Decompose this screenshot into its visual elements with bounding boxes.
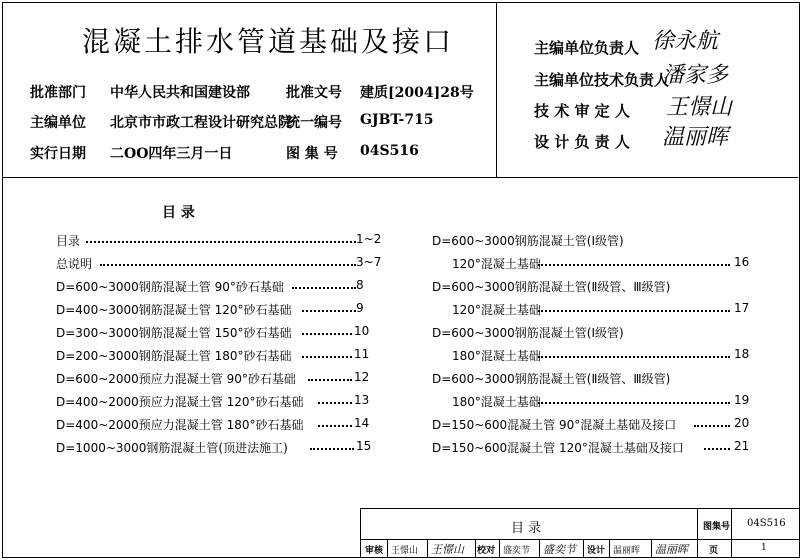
info-label: 批准部门 xyxy=(30,85,86,101)
tb-divider xyxy=(651,539,652,557)
tb-set-label: 图集号 xyxy=(703,522,731,532)
toc-leader xyxy=(302,356,352,358)
toc-leader xyxy=(318,425,352,427)
toc-page-number: 13 xyxy=(354,393,370,407)
toc-entry[interactable] xyxy=(56,301,292,318)
header-divider xyxy=(496,2,497,177)
toc-page-number: 10 xyxy=(354,324,370,338)
tb-design-name: 温丽晖 xyxy=(613,546,641,556)
tb-check-name: 盛奕节 xyxy=(503,546,531,556)
toc-page-number: 8 xyxy=(356,278,364,292)
toc-page-number: 3~7 xyxy=(356,255,382,269)
info-value: 北京市市政工程设计研究总院 xyxy=(110,115,292,131)
resp-role: 主编单位技术负责人 xyxy=(534,71,670,89)
toc-leader xyxy=(538,264,730,266)
toc-entry-heading: D=600~3000钢筋混凝土管(Ⅱ级管、Ⅲ级管) xyxy=(432,372,671,386)
toc-left-column xyxy=(56,232,386,462)
info-label: 批准文号 xyxy=(286,85,342,101)
toc-page-number: 21 xyxy=(734,439,750,453)
toc-page-number: 18 xyxy=(734,347,750,361)
toc-entry-heading: D=600~3000钢筋混凝土管(Ⅰ级管) xyxy=(432,234,624,248)
toc-entry[interactable] xyxy=(56,232,80,249)
toc-entry[interactable] xyxy=(452,347,541,364)
toc-entry-text: 180°混凝土基础 xyxy=(452,395,541,409)
toc-page-number: 14 xyxy=(354,416,370,430)
toc-entry-heading: D=600~3000钢筋混凝土管(Ⅱ级管、Ⅲ级管) xyxy=(432,280,671,294)
toc-entry[interactable] xyxy=(452,301,541,318)
toc-entry-text: D=1000~3000钢筋混凝土管(顶进法施工) xyxy=(56,441,288,455)
toc-entry[interactable] xyxy=(56,370,296,387)
info-label: 实行日期 xyxy=(30,146,86,162)
toc-leader xyxy=(292,287,356,289)
toc-entry[interactable] xyxy=(452,393,541,410)
toc-leader xyxy=(538,310,730,312)
tb-sheet-name: 目 录 xyxy=(511,521,542,536)
info-label: 统一编号 xyxy=(286,115,342,131)
info-value: GJBT-715 xyxy=(360,112,434,128)
header-block xyxy=(2,2,798,178)
toc-page-number: 12 xyxy=(354,370,370,384)
toc-entry[interactable] xyxy=(56,416,304,433)
toc-page-number: 9 xyxy=(356,301,364,315)
toc-entry[interactable] xyxy=(56,255,92,272)
tb-review-label: 审核 xyxy=(365,546,384,556)
toc-page-number: 16 xyxy=(734,255,750,269)
info-label: 图 集 号 xyxy=(286,146,338,162)
info-value: 04S516 xyxy=(360,143,419,159)
toc-entry[interactable] xyxy=(432,416,676,433)
tb-check-label: 校对 xyxy=(477,546,496,556)
tb-page-label: 页 xyxy=(709,546,719,556)
toc-entry-text: D=400~2000预应力混凝土管 120°砂石基础 xyxy=(56,395,304,409)
toc-entry-text: 目录 xyxy=(56,234,81,248)
resp-role: 主编单位负责人 xyxy=(534,39,640,57)
toc-leader xyxy=(100,264,356,266)
toc-heading: 目 录 xyxy=(162,205,195,221)
toc-entry[interactable] xyxy=(56,324,292,341)
signature: 温丽晖 xyxy=(662,125,729,150)
toc-leader xyxy=(694,425,730,427)
tb-divider xyxy=(609,539,610,557)
toc-entry-text: D=600~2000预应力混凝土管 90°砂石基础 xyxy=(56,372,296,386)
tb-divider xyxy=(475,539,476,557)
toc-leader xyxy=(538,356,730,358)
tb-check-signature: 盛奕节 xyxy=(543,543,576,556)
toc-entry-text: D=200~3000钢筋混凝土管 180°砂石基础 xyxy=(56,349,292,363)
toc-entry-text: 总说明 xyxy=(56,257,93,271)
toc-entry-text: D=150~600混凝土管 90°混凝土基础及接口 xyxy=(432,418,677,432)
info-value: 二OO四年三月一日 xyxy=(110,146,233,162)
toc-leader xyxy=(318,402,352,404)
toc-page-number: 15 xyxy=(356,439,372,453)
signature: 潘家多 xyxy=(662,63,729,88)
toc-entry-text: D=400~3000钢筋混凝土管 120°砂石基础 xyxy=(56,303,292,317)
info-value: 中华人民共和国建设部 xyxy=(110,85,250,101)
toc-entry[interactable] xyxy=(452,255,541,272)
toc-entry[interactable] xyxy=(432,439,684,456)
toc-leader xyxy=(538,402,730,404)
toc-entry-text: 120°混凝土基础 xyxy=(452,257,541,271)
tb-review-signature: 王憬山 xyxy=(431,543,464,556)
toc-entry[interactable] xyxy=(56,393,304,410)
toc-entry-text: 120°混凝土基础 xyxy=(452,303,541,317)
tb-page-value: 1 xyxy=(761,543,767,553)
tb-divider xyxy=(387,539,388,557)
toc-leader xyxy=(302,333,352,335)
toc-entry-text: D=150~600混凝土管 120°混凝土基础及接口 xyxy=(432,441,684,455)
info-label: 主编单位 xyxy=(30,115,86,131)
toc-page-number: 1~2 xyxy=(356,232,382,246)
signature: 徐永航 xyxy=(652,29,719,54)
document-title: 混凝土排水管道基础及接口 xyxy=(82,25,455,58)
tb-set-value: 04S516 xyxy=(747,518,786,529)
toc-leader xyxy=(704,448,730,450)
toc-entry[interactable] xyxy=(56,439,288,456)
toc-leader xyxy=(310,448,354,450)
tb-divider xyxy=(583,539,584,557)
toc-right-column xyxy=(432,232,762,462)
tb-design-label: 设计 xyxy=(587,546,606,556)
toc-entry[interactable] xyxy=(56,347,292,364)
toc-entry-text: D=300~3000钢筋混凝土管 150°砂石基础 xyxy=(56,326,292,340)
tb-divider xyxy=(427,539,428,557)
resp-role: 技 术 审 定 人 xyxy=(534,102,630,120)
title-block xyxy=(360,508,799,557)
tb-design-signature: 温丽晖 xyxy=(655,543,688,556)
resp-role: 设 计 负 责 人 xyxy=(534,133,630,151)
toc-entry-text: D=400~2000预应力混凝土管 180°砂石基础 xyxy=(56,418,304,432)
toc-page-number: 19 xyxy=(734,393,750,407)
toc-page-number: 20 xyxy=(734,416,750,430)
toc-leader xyxy=(308,379,352,381)
tb-divider xyxy=(731,509,732,557)
signature: 王憬山 xyxy=(666,95,733,120)
toc-entry[interactable] xyxy=(56,278,284,295)
info-value: 建质[2004]28号 xyxy=(360,85,474,101)
toc-entry-text: 180°混凝土基础 xyxy=(452,349,541,363)
toc-leader xyxy=(86,241,356,243)
tb-divider xyxy=(499,539,500,557)
toc-leader xyxy=(302,310,356,312)
tb-divider xyxy=(697,509,698,557)
tb-divider xyxy=(539,539,540,557)
tb-review-name: 王憬山 xyxy=(391,546,419,556)
toc-entry-text: D=600~3000钢筋混凝土管 90°砂石基础 xyxy=(56,280,284,294)
toc-page-number: 17 xyxy=(734,301,750,315)
toc-page-number: 11 xyxy=(354,347,370,361)
toc-entry-heading: D=600~3000钢筋混凝土管(Ⅰ级管) xyxy=(432,326,624,340)
